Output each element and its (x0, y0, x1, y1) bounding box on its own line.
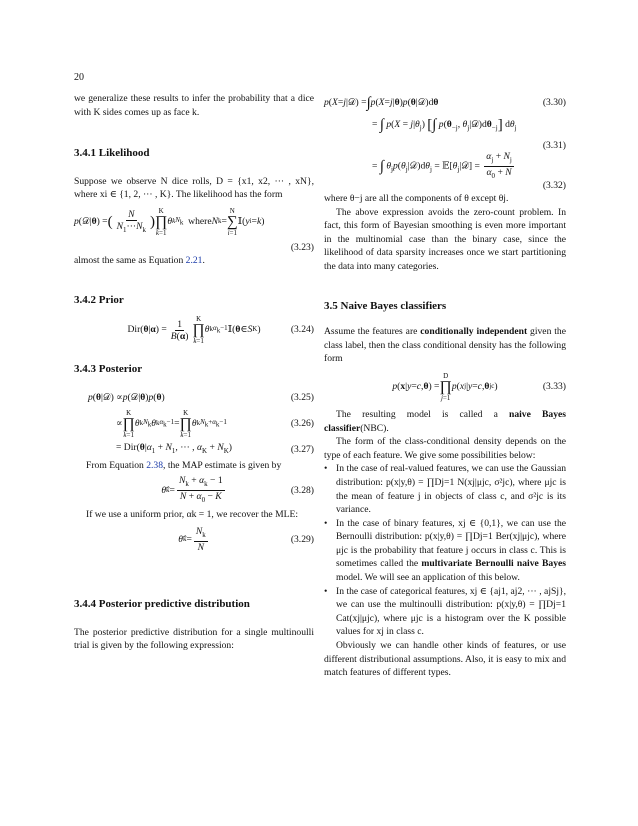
equation-3-28: θ̂ k = $\frac{N_k + \alpha_k - 1}{N + \alpha_0 - K}$ (3.28) (161, 474, 314, 504)
nbc-paragraph: The resulting model is called a naive Bayes classifier(NBC). (324, 408, 566, 434)
equation-3-30: p ( X = j |𝒟) = ∫ p ( X = j | θ ) p ( θ |𝒟)d θ (3.30) (324, 95, 566, 111)
map-paragraph: From Equation 2.38, the MAP estimate is given by (86, 459, 282, 471)
equation-3-24: Dir( θ | α ) = $\frac{1}{B(\alpha)}$ K ∏ k=1 θ k $\alpha_k-1$ 𝕀( θ ∈ S K ) (3.24) (127, 315, 314, 346)
right-column (324, 92, 566, 680)
section-likelihood-heading: 3.4.1 Likelihood (74, 147, 150, 160)
equation-3-32: = ∫ $\theta_jp(\theta_j|𝒟)d\theta_j$ = $𝔼[\theta_j|𝒟]$ = $\frac{\alpha_j + N_j}{\alpha_0 + N}$ (372, 150, 512, 180)
equation-3-25: p ( θ |𝒟) ∝ p (𝒟| θ ) p ( θ ) (3.25) (88, 391, 314, 403)
feature-types-paragraph: The form of the class-conditional density depends on the type of each feature. We give some possibilities below: (324, 436, 566, 461)
likelihood-paragraph: Suppose we observe N dice rolls, D = {x1, x2, ··· , xN}, where xi ∈ {1, 2, ··· , K}. The likelihood has the form (74, 175, 314, 201)
equation-number: (3.31) (542, 140, 566, 152)
equation-number: (3.27) (290, 443, 314, 455)
equation-reference-paragraph: almost the same as Equation 2.21. (74, 254, 205, 266)
page-number: 20 (74, 72, 84, 83)
equation-number: (3.23) (290, 242, 314, 254)
list-item-multinoulli: • In the case of categorical features, xj ∈ {aj1, aj2, ··· , ajSj}, we can use the multinoulli distribution: p(x|y,θ) = ∏Dj=1 Cat(xj|μjc), where μjc is a histogram over the K possible values for xj in class c. (324, 585, 566, 639)
equation-number: (3.33) (542, 381, 566, 393)
equation-3-31: = ∫ $p(X = j|\theta_j)$ [∫ $p(\theta_{-j}$, $\theta_j|𝒟)d\theta_{-j}$] $d\theta_j$ (372, 117, 517, 134)
section-naive-bayes-heading: 3.5 Naive Bayes classifiers (324, 299, 447, 312)
equation-link[interactable]: 2.21 (185, 254, 203, 266)
intro-paragraph: we generalize these results to infer the probability that a dice with K sides comes up as face k. (74, 93, 314, 118)
equation-number: (3.26) (290, 417, 314, 429)
closing-paragraph: Obviously we can handle other kinds of features, or use different distributional assumptions. Also, it is easy to mix and match features of different types. (324, 640, 566, 679)
left-column (74, 92, 314, 653)
equation-number: (3.30) (542, 97, 566, 109)
equation-3-29: θ̂ k = $\frac{N_k}{N}$ (3.29) (178, 526, 314, 554)
equation-3-23: p (𝒟| θ ) = ( $\frac{N}{N_1\cdot\cdot\cdot N_k}$ ) K ∏ k=1 θ k $N_k$ where N k = N ∑ i=1 𝕀( y i = k ) (74, 206, 265, 237)
section-posterior-heading: 3.4.3 Posterior (74, 363, 143, 376)
mle-paragraph: If we use a uniform prior, αk = 1, we recover the MLE: (86, 509, 298, 521)
zero-count-paragraph: The above expression avoids the zero-count problem. In fact, this form of Bayesian smoothing is even more important in the multinomial case than the binary case, since the likelihood of data sparsity increases once we start partitioning the data into many categories. (324, 206, 566, 272)
equation-number: (3.25) (290, 391, 314, 403)
conditional-independence-paragraph: Assume the features are conditionally independent given the class label, then the class conditional density has the following form (324, 326, 566, 365)
section-prior-heading: 3.4.2 Prior (74, 293, 124, 306)
equation-number: (3.32) (542, 180, 566, 192)
equation-3-27: = $Dir(\theta|\alpha_1 + N_1$, ··· , $\alpha_K + N_K$) (3.27) (116, 442, 314, 455)
list-item-gaussian: • In the case of real-valued features, we can use the Gaussian distribution: p(x|y,θ) = ∏Dj=1 N(xj|μjc, σ²jc), where μjc is the mean of feature j in objects of class c, and σ²jc is its variance. (324, 462, 566, 516)
equation-number: (3.24) (290, 324, 314, 336)
equation-link[interactable]: 2.38 (146, 459, 164, 471)
where-paragraph: where θ−j are all the components of θ except θj. (324, 193, 509, 204)
posterior-predictive-paragraph: The posterior predictive distribution for a single multinoulli trial is given by the following expression: (74, 626, 314, 652)
equation-number: (3.29) (290, 534, 314, 546)
section-posterior-predictive-heading: 3.4.4 Posterior predictive distribution (74, 597, 250, 610)
equation-3-26: ∝ K ∏ k=1 θ k $N_k$ θ k $\alpha_k-1$ = K ∏ k=1 θ k $N_k+\alpha_k-1$ (3.26) (116, 408, 314, 439)
equation-number: (3.28) (290, 484, 314, 496)
list-item-bernoulli: • In the case of binary features, xj ∈ {0,1}, we can use the Bernoulli distribution: p(x|y,θ) = ∏Dj=1 Ber(xj|μjc), where μjc is the probability that feature j occurs in class c. This is sometimes called the multivariate Bernoulli naive Bayes model. We will see an application of this below. (324, 517, 566, 585)
equation-3-33: p ( x | y = c , θ ) = D ∏ j=1 p ( x j | y = c , θ jc ) (3.33) (392, 371, 566, 402)
